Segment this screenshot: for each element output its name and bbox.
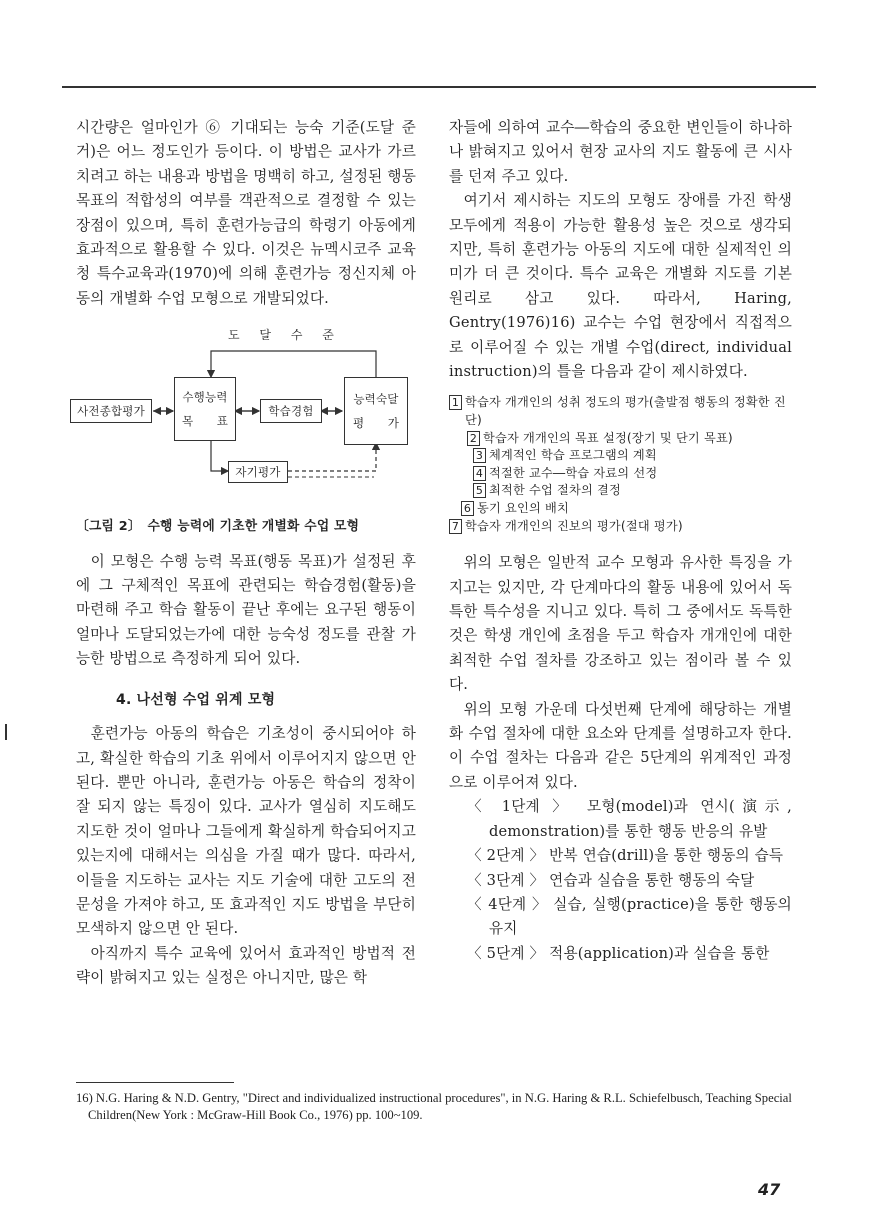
footnote bbox=[76, 1090, 806, 1124]
box-pre-assessment bbox=[70, 399, 152, 423]
step-item bbox=[449, 465, 792, 483]
step-number: 1 bbox=[449, 395, 462, 410]
left-paragraph-4: 아직까지 특수 교육에 있어서 효과적인 방법적 전략이 밝혀지고 있는 실정은 아니지만, 많은 학 bbox=[76, 944, 416, 987]
figure-caption: 〔그림 2〕 수행 능력에 기초한 개별화 수업 모형 bbox=[76, 519, 360, 535]
step-item bbox=[449, 482, 792, 500]
footnote-rule bbox=[76, 1082, 234, 1083]
step-item bbox=[449, 447, 792, 465]
step-number: 2 bbox=[467, 431, 480, 446]
step-text: 학습자 개개인의 성취 정도의 평가(출발점 행동의 정확한 진단) bbox=[465, 395, 786, 428]
step-number: 6 bbox=[461, 501, 474, 516]
box-eval-line-1: 능력숙달 bbox=[353, 392, 399, 407]
figure-2-diagram bbox=[76, 325, 416, 509]
step-item bbox=[449, 518, 792, 536]
stage-item: 〈 3단계 〉 연습과 실습을 통한 행동의 숙달 bbox=[467, 871, 755, 889]
box-exp-label: 학습경험 bbox=[268, 404, 314, 419]
left-column bbox=[76, 116, 416, 991]
box-performance-goal bbox=[174, 377, 236, 441]
box-eval-line-2: 평 가 bbox=[352, 416, 400, 431]
step-number: 4 bbox=[473, 466, 486, 481]
header-rule bbox=[62, 86, 816, 88]
right-paragraph-2: 여기서 제시하는 지도의 모형도 장애를 가진 학생 모두에게 적용이 가능한 활용성 높은 것으로 생각되지만, 특히 훈련가능 아동의 지도에 대한 실제적인 의미가 더 큰 것이다. 특수 교육은 개별화 지도를 기본 원리로 삼고 있다. 따라서, Haring, Gentry(1976)16) 교수는 수업 현장에서 직접적으로 이루어질 수 있는 개별 수업(direct, individual instruction)의 틀을 다음과 같이 제시하였다. bbox=[449, 192, 792, 381]
box-self-label: 자기평가 bbox=[235, 465, 281, 480]
stage-item: 〈 4단계 〉 실습, 실행(practice)을 통한 행동의 유지 bbox=[467, 895, 792, 938]
margin-mark bbox=[5, 724, 7, 740]
footnote-text: 16) N.G. Haring & N.D. Gentry, "Direct and individualized instructional procedures", in N.G. Haring & R.L. Schiefelbusch, Teaching Special Children(New York : McGraw-Hill Book Co., 1976) pp. 100~109. bbox=[76, 1091, 792, 1122]
left-paragraph-2: 이 모형은 수행 능력 목표(행동 목표)가 설정된 후에 그 구체적인 목표에 관련되는 학습경험(활동)을 마련해 주고 학습 활동이 끝난 후에는 요구된 행동이 얼마나 도달되었는가에 대한 능숙성 정도를 관찰 가능한 방법으로 측정하게 되어 있다. bbox=[76, 552, 416, 668]
step-text: 적절한 교수―학습 자료의 선정 bbox=[489, 465, 658, 480]
right-paragraph-4: 위의 모형 가운데 다섯번째 단계에 해당하는 개별화 수업 절차에 대한 요소와 단계를 설명하고자 한다. 이 수업 절차는 다음과 같은 5단계의 위계적인 과정으로 이루어져 있다. bbox=[449, 700, 792, 791]
box-mastery-evaluation bbox=[344, 377, 408, 445]
left-paragraph-1: 시간량은 얼마인가 ⑥ 기대되는 능숙 기준(도달 준거)은 어느 정도인가 등이다. 이 방법은 교사가 가르치려고 하는 내용과 방법을 명백히 하고, 설정된 행동 목표의 적합성의 여부를 객관적으로 결정할 수 있는 장점이 있으며, 특히 훈련가능급의 학령기 아동에게 효과적으로 활용할 수 있다. 이것은 뉴멕시코주 교육청 특수교육과(1970)에 의해 훈련가능 정신지체 아동의 개별화 수업 모형으로 개발되었다. bbox=[76, 119, 416, 307]
step-item bbox=[449, 500, 792, 518]
step-number: 3 bbox=[473, 448, 486, 463]
box-goal-line-1: 수행능력 bbox=[182, 390, 228, 405]
step-number: 7 bbox=[449, 519, 462, 534]
step-text: 동기 요인의 배치 bbox=[477, 501, 569, 516]
right-paragraph-3: 위의 모형은 일반적 교수 모형과 유사한 특징을 가지고는 있지만, 각 단계마다의 활동 내용에 있어서 독특한 특수성을 지니고 있다. 특히 그 중에서도 독특한 것은 학생 개인에 초점을 두고 학습자 개개인에 대한 최적한 수업 절차를 강조하고 있는 점이라 볼 수 있다. bbox=[449, 554, 792, 694]
step-number: 5 bbox=[473, 483, 486, 498]
right-column bbox=[449, 116, 792, 966]
box-self-evaluation bbox=[228, 461, 288, 483]
instruction-steps-list bbox=[449, 394, 792, 535]
stage-list bbox=[467, 795, 792, 966]
stage-item: 〈 1단계 〉 모형(model)과 연시(演示, demonstration)를 통한 행동 반응의 유발 bbox=[467, 798, 792, 840]
box-learning-experience bbox=[260, 399, 322, 423]
section-heading: 4. 나선형 수업 위계 모형 bbox=[116, 691, 276, 708]
figure-top-label: 도 달 수 준 bbox=[228, 328, 342, 343]
left-paragraph-3: 훈련가능 아동의 학습은 기초성이 중시되어야 하고, 확실한 학습의 기초 위에서 이루어지지 않으면 안 된다. 뿐만 아니라, 훈련가능 아동은 학습의 정착이 잘 되지 않는 특징이 있다. 교사가 열심히 지도해도 지도한 것이 얼마나 그들에게 확실하게 학습되어지고 있는지에 대해서는 의심을 가질 때가 많다. 따라서, 이들을 지도하는 교사는 지도 기술에 대한 고도의 전문성을 가져야 하고, 또 효과적인 지도 방법을 부단히 모색하지 않으면 안 된다. bbox=[76, 725, 416, 938]
page-number: 47 bbox=[758, 1180, 781, 1199]
step-item bbox=[449, 394, 792, 429]
step-item bbox=[449, 430, 792, 448]
step-text: 최적한 수업 절차의 결정 bbox=[489, 483, 621, 498]
stage-item: 〈 5단계 〉 적용(application)과 실습을 통한 bbox=[467, 944, 770, 962]
step-text: 학습자 개개인의 목표 설정(장기 및 단기 목표) bbox=[483, 430, 733, 445]
step-text: 체계적인 학습 프로그램의 계획 bbox=[489, 448, 657, 463]
stage-item: 〈 2단계 〉 반복 연습(drill)을 통한 행동의 습득 bbox=[467, 847, 784, 865]
step-text: 학습자 개개인의 진보의 평가(절대 평가) bbox=[465, 518, 683, 533]
right-paragraph-1: 자들에 의하여 교수―학습의 중요한 변인들이 하나하나 밝혀지고 있어서 현장 교사의 지도 활동에 큰 시사를 던져 주고 있다. bbox=[449, 119, 792, 185]
box-pre-assessment-label: 사전종합평가 bbox=[77, 404, 145, 419]
box-goal-line-2: 목 표 bbox=[181, 414, 229, 429]
